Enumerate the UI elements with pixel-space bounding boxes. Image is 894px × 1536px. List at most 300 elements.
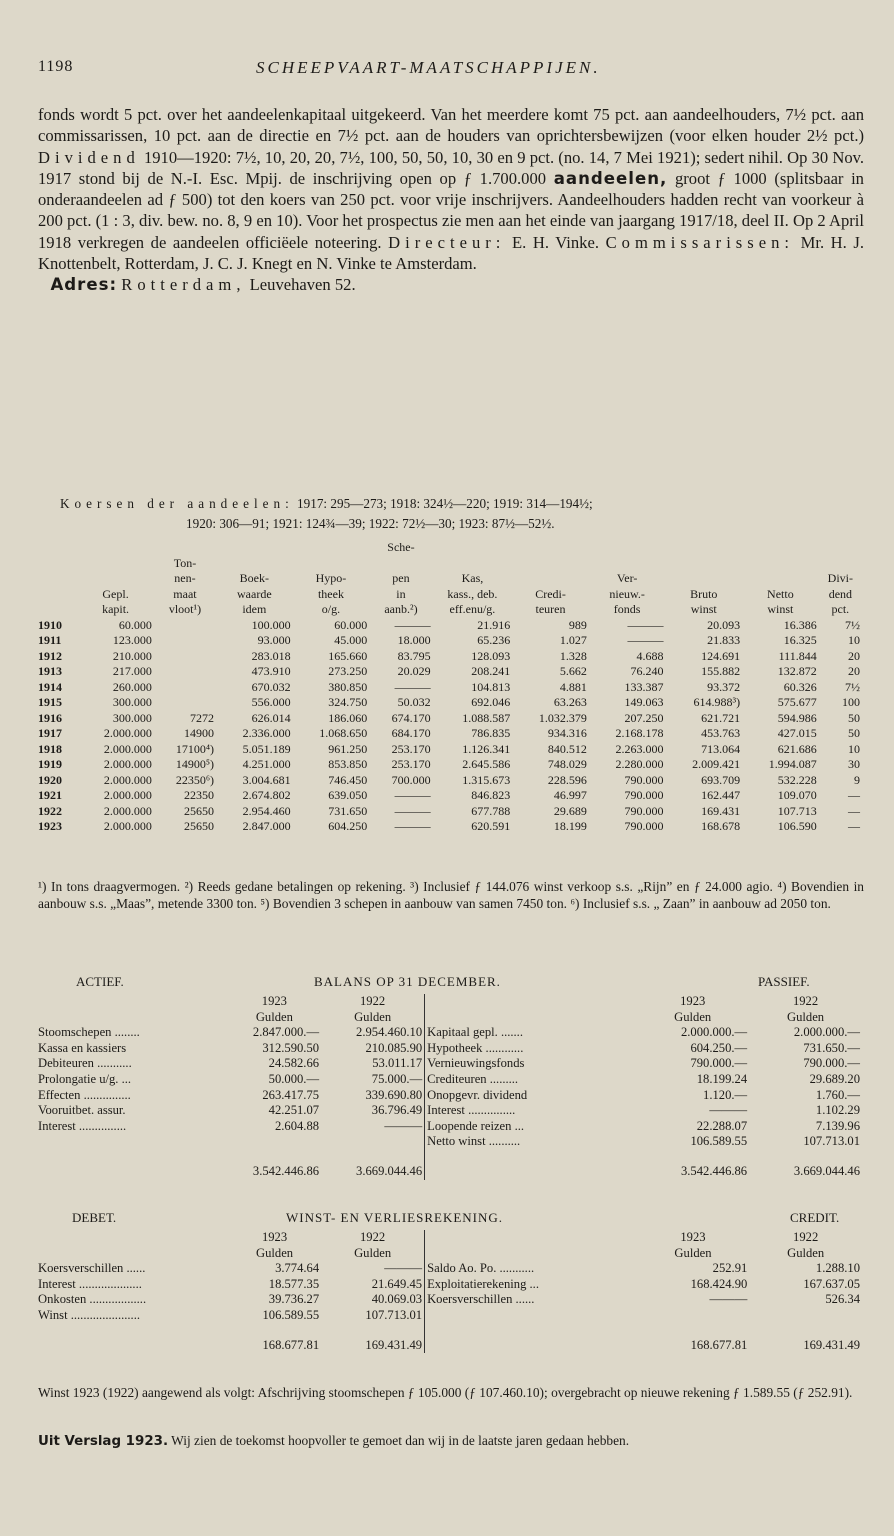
column-header: pct. (831, 602, 850, 616)
page-header (38, 58, 868, 82)
account-value: 2.000.000.— (793, 1025, 860, 1040)
column-header (589, 556, 666, 572)
year-header: 1922 (792, 994, 819, 1008)
column-header: Divi- (827, 571, 854, 585)
table-cell: 217.000 (112, 664, 152, 678)
table-cell: 453.763 (701, 726, 741, 740)
column-header (36, 540, 77, 556)
account-value: 106.589.55 (690, 1134, 748, 1149)
table-cell: 128.093 (471, 648, 511, 663)
intro-paragraph (38, 104, 864, 296)
row-year: 1917 (38, 726, 62, 740)
table-cell: 324.750 (328, 695, 368, 709)
table-cell: ——— (394, 617, 431, 632)
row-year: 1911 (38, 633, 62, 647)
table-cell: 104.813 (471, 679, 511, 694)
table-cell: 14900 (184, 726, 215, 740)
column-header: pen (392, 571, 410, 585)
table-cell: 4.881 (559, 679, 587, 694)
account-label: Koersverschillen ...... (425, 1292, 637, 1308)
column-header (665, 540, 742, 556)
row-year: 1918 (38, 741, 62, 756)
year-header (425, 994, 637, 1010)
unit-header: Gulden (787, 1009, 825, 1024)
account-value: 106.589.55 (262, 1307, 320, 1322)
winst-table (36, 1230, 862, 1353)
table-cell: 107.713 (777, 803, 817, 818)
account-label (36, 1134, 228, 1150)
column-header (512, 556, 589, 572)
column-header (369, 556, 432, 572)
account-value (228, 1134, 321, 1150)
table-cell: 2.847.000 (242, 819, 291, 833)
account-value (637, 1308, 750, 1324)
table-cell: 2.000.000 (103, 726, 152, 740)
table-row (36, 649, 862, 665)
table-cell: 621.686 (777, 741, 817, 756)
account-value: 7.139.96 (815, 1118, 860, 1133)
column-header: nieuw.- (609, 586, 645, 601)
column-header (36, 571, 77, 587)
table-cell: 731.650 (328, 803, 368, 818)
intro-text-1: fonds wordt 5 pct. over het aandeelenkapitaal uitgekeerd. Van het meerdere komt 75 pct. aan aandeelhouders, 7½ pct. aan commissarissen, 10 pct. aan de directie en 7½ pct. aan de houders van oprichtersbewijzen (voor elken houder 2½ pct.) (38, 105, 864, 146)
column-header (154, 540, 216, 556)
account-value: 168.424.90 (690, 1276, 748, 1291)
table-cell: 208.241 (471, 664, 511, 678)
account-row (36, 1041, 862, 1057)
account-label: Onopgevr. dividend (425, 1088, 637, 1104)
table-cell: 2.954.460 (242, 803, 291, 818)
table-cell: 786.835 (471, 726, 511, 740)
table-cell: 2.280.000 (615, 757, 664, 771)
table-cell (154, 633, 216, 649)
table-cell: 2.336.000 (242, 726, 291, 740)
account-value: 312.590.50 (262, 1040, 320, 1055)
account-value: ——— (384, 1261, 423, 1276)
unit-header (36, 1246, 228, 1262)
account-value: ——— (709, 1292, 748, 1307)
total-value (36, 1324, 228, 1354)
account-value: 1.120.— (703, 1087, 748, 1102)
year-header: 1922 (360, 994, 386, 1008)
table-cell: 186.060 (328, 710, 368, 725)
passief-label: PASSIEF. (758, 974, 810, 989)
table-cell: 260.000 (112, 679, 152, 694)
account-value: 107.713.01 (803, 1134, 860, 1149)
table-cell: 253.170 (391, 741, 431, 756)
row-year: 1915 (38, 695, 62, 709)
total-value (425, 1150, 637, 1180)
year-header: 1922 (360, 1230, 386, 1244)
account-label: Kapitaal gepl. ....... (425, 1025, 637, 1041)
account-row (36, 1119, 862, 1135)
account-value: 2.847.000.— (252, 1025, 320, 1040)
table-cell: 29.689 (553, 803, 587, 818)
account-value: 42.251.07 (268, 1103, 320, 1118)
row-year: 1912 (38, 648, 62, 663)
table-cell: 20 (848, 664, 860, 678)
table-cell (154, 649, 216, 665)
table-cell: 133.387 (624, 679, 664, 694)
table-cell: 2.009.421 (692, 757, 741, 771)
column-header: maat (173, 586, 197, 601)
table-cell: 2.168.178 (615, 726, 664, 740)
table-cell: 2.645.586 (462, 757, 511, 771)
column-header (77, 571, 154, 587)
table-row (36, 726, 862, 742)
header-row (36, 571, 862, 587)
account-label: Interest ............... (38, 1118, 127, 1133)
column-header: Netto (767, 586, 794, 601)
column-header (77, 540, 154, 556)
table-cell: 50 (848, 710, 860, 725)
table-cell: 575.677 (777, 695, 817, 709)
column-header (36, 587, 77, 603)
column-header (742, 571, 819, 587)
row-year: 1914 (38, 679, 62, 694)
table-cell: 124.691 (701, 648, 741, 663)
column-header: eff.enu/g. (449, 602, 496, 616)
table-cell: 14900⁵) (175, 757, 215, 771)
table-cell: 1.315.673 (462, 772, 511, 787)
table-row (36, 664, 862, 680)
table-cell: 2.674.802 (242, 788, 291, 802)
debet-label: DEBET. (72, 1210, 117, 1225)
table-cell: ——— (394, 803, 431, 818)
intro-text-5: Mr. H. J. Knottenbelt, Rotterdam, J. C. J. Knegt en N. Vinke te Amsterdam. (38, 232, 865, 274)
account-value: 731.650.— (803, 1040, 860, 1055)
table-cell: 746.450 (328, 772, 368, 787)
account-row (36, 1103, 862, 1119)
account-label: Interest ............... (425, 1103, 637, 1119)
unit-header: Gulden (674, 1245, 712, 1260)
credit-label: CREDIT. (790, 1210, 840, 1225)
balans-table (36, 994, 862, 1180)
table-cell: 132.872 (777, 664, 817, 678)
table-cell: 109.070 (777, 788, 817, 802)
table-cell: 1.126.341 (462, 741, 511, 756)
column-header (433, 540, 513, 556)
table-row (36, 742, 862, 758)
table-cell: 790.000 (624, 803, 664, 818)
table-cell: ——— (394, 788, 431, 802)
table-cell: 20.029 (397, 664, 431, 678)
column-header (819, 556, 862, 572)
table-cell: 63.263 (553, 695, 587, 709)
table-cell: 283.018 (251, 648, 291, 663)
column-header (293, 540, 370, 556)
adres-city: Rotterdam, (121, 275, 246, 295)
table-cell: 50.032 (397, 695, 431, 709)
table-cell: 300.000 (112, 710, 152, 725)
verslag-label: Uit Verslag 1923. (38, 1434, 169, 1449)
account-value: 604.250.— (690, 1040, 748, 1055)
unit-header-row (36, 1010, 862, 1026)
column-header (819, 540, 862, 556)
header-row (36, 602, 862, 618)
column-header (216, 540, 293, 556)
column-header: Boek- (239, 571, 269, 585)
table-cell: 25650 (184, 803, 215, 818)
table-cell: 621.721 (701, 710, 741, 725)
table-cell: 60.000 (334, 617, 368, 632)
table-cell: 961.250 (328, 741, 368, 756)
column-header: fonds (613, 602, 641, 616)
table-cell: ——— (627, 633, 664, 647)
table-cell: 168.678 (701, 819, 741, 833)
account-label: Loopende reizen ... (425, 1119, 637, 1135)
column-header: Bruto (690, 586, 718, 601)
column-header: Ver- (616, 571, 638, 585)
koersen-line-2: 1920: 306—91; 1921: 124¾—39; 1922: 72½—30; 1923: 87½—52½. (186, 516, 555, 531)
table-cell: 162.447 (701, 788, 741, 802)
account-value: 790.000.— (690, 1056, 748, 1071)
year-header: 1923 (680, 994, 706, 1008)
unit-header (425, 1010, 637, 1026)
table-cell: 670.032 (251, 679, 291, 694)
table-cell: 22350 (184, 788, 215, 802)
column-header: nen- (174, 571, 196, 585)
column-header: o/g. (321, 602, 341, 616)
column-header: teuren (535, 602, 566, 616)
column-header (589, 540, 666, 556)
account-value: 36.796.49 (371, 1103, 423, 1118)
unit-header: Gulden (256, 1245, 294, 1260)
account-value: 18.577.35 (268, 1276, 320, 1291)
account-value: 790.000.— (803, 1056, 860, 1071)
table-cell: 7½ (845, 679, 860, 694)
account-label: Debiteuren ........... (38, 1056, 132, 1071)
year-header-row (36, 994, 862, 1010)
table-cell: 5.051.189 (242, 741, 291, 756)
table-cell (154, 695, 216, 711)
table-cell: 106.590 (777, 819, 817, 833)
table-cell: 2.000.000 (103, 757, 152, 771)
table-cell: 18.199 (553, 819, 587, 833)
table-cell: 60.000 (118, 617, 152, 632)
account-label: Exploitatierekening ... (425, 1277, 637, 1293)
table-cell: 1.032.379 (538, 710, 587, 725)
total-value: 3.542.446.86 (680, 1163, 748, 1178)
row-year: 1920 (38, 772, 62, 787)
column-header: waarde (237, 586, 272, 601)
account-label: Vooruitbet. assur. (38, 1103, 126, 1118)
unit-header: Gulden (787, 1245, 825, 1260)
account-label: Kassa en kassiers (38, 1040, 127, 1055)
table-cell: 83.795 (397, 648, 431, 663)
account-value: 252.91 (712, 1261, 748, 1276)
table-cell: ——— (627, 617, 664, 632)
balans-title: BALANS OP 31 DECEMBER. (314, 974, 501, 989)
table-cell: 10 (848, 741, 860, 756)
table-cell: 100.000 (251, 617, 291, 632)
winst-title: WINST- EN VERLIESREKENING. (286, 1210, 504, 1225)
column-header: Hypo- (315, 571, 347, 585)
column-header: winst (767, 602, 794, 616)
total-value: 3.669.044.46 (793, 1163, 860, 1178)
account-value: 29.689.20 (809, 1071, 860, 1086)
column-header: vloot¹) (168, 602, 202, 616)
column-header: aanb.²) (384, 602, 418, 616)
year-header (36, 1230, 228, 1246)
year-header: 1923 (261, 994, 287, 1008)
total-value: 168.677.81 (690, 1337, 748, 1352)
column-header: idem (242, 602, 267, 616)
table-cell: 1.088.587 (462, 710, 511, 725)
total-value (425, 1324, 637, 1354)
table-cell: 427.015 (777, 726, 817, 740)
table-cell: 693.709 (701, 772, 741, 787)
account-value: 22.288.07 (696, 1118, 748, 1133)
table-cell: 273.250 (328, 664, 368, 678)
totals-row (36, 1150, 862, 1180)
table-cell: 473.910 (251, 664, 291, 678)
account-value: 167.637.05 (803, 1276, 860, 1291)
table-row (36, 773, 862, 789)
table-row (36, 695, 862, 711)
account-label (425, 1308, 637, 1324)
winst-allocation-text: Winst 1923 (1922) aangewend als volgt: Afschrijving stoomschepen ƒ 105.000 (ƒ 107.460.10); overgebracht op nieuwe rekening ƒ 1.589.55 (ƒ 252.91). (38, 1385, 853, 1400)
account-label: Prolongatie u/g. ... (38, 1071, 132, 1086)
table-cell: 684.170 (391, 726, 431, 740)
account-value: 2.954.460.10 (356, 1025, 423, 1040)
unit-header: Gulden (674, 1009, 712, 1024)
table-cell: 21.833 (707, 633, 741, 647)
column-header (77, 556, 154, 572)
year-header (425, 1230, 637, 1246)
table-cell: 556.000 (251, 695, 291, 709)
table-cell: 380.850 (328, 679, 368, 694)
header-row (36, 540, 862, 556)
row-year: 1919 (38, 757, 62, 771)
table-row (36, 788, 862, 804)
winst-heading (36, 1210, 862, 1228)
balans-heading (36, 974, 862, 992)
total-value: 168.677.81 (262, 1337, 320, 1352)
table-cell: 853.850 (328, 757, 368, 771)
column-header (742, 556, 819, 572)
totals-row (36, 1324, 862, 1354)
adres-label: Adres: (50, 275, 118, 295)
account-row (36, 1072, 862, 1088)
actief-label: ACTIEF. (76, 974, 124, 989)
account-value: 18.199.24 (696, 1071, 748, 1086)
unit-header: Gulden (255, 1009, 293, 1024)
year-header: 1923 (261, 1230, 288, 1244)
table-cell: ——— (394, 819, 431, 833)
column-header: Sche- (387, 540, 415, 554)
intro-text-2: 1910—1920: 7½, 10, 20, 20, 7½, 100, 50, 50, 10, 30 en 9 pct. (no. 14, 7 Mei 1921); sedert nihil. Op 30 Nov. 1917 stond bij de N.-I. Esc. Mpij. de inschrijving open op ƒ 1.700.000 (38, 147, 864, 188)
account-value: 3.774.64 (275, 1261, 320, 1276)
column-header: Ton- (173, 555, 197, 570)
table-cell: 228.596 (547, 772, 587, 787)
table-cell: 76.240 (630, 664, 664, 678)
row-year: 1916 (38, 710, 62, 725)
koersen-label: Koersen der aandeelen: (60, 496, 294, 511)
column-header (36, 556, 77, 572)
unit-header: Gulden (354, 1009, 392, 1024)
account-value: ——— (384, 1118, 423, 1133)
account-label: Koersverschillen ...... (38, 1261, 146, 1276)
table-row (36, 804, 862, 820)
table-cell: 65.236 (477, 633, 511, 647)
account-value: 50.000.— (268, 1071, 320, 1086)
account-value: 75.000.— (371, 1071, 423, 1086)
table-row (36, 711, 862, 727)
account-label: Interest .................... (38, 1276, 142, 1291)
table-cell: 123.000 (112, 633, 152, 647)
account-value: 2.000.000.— (680, 1025, 748, 1040)
account-value: 24.582.66 (268, 1056, 320, 1071)
table-cell: 7272 (190, 710, 215, 725)
account-value: 1.760.— (815, 1087, 860, 1102)
table-cell: 30 (848, 757, 860, 771)
total-value: 169.431.49 (365, 1337, 423, 1352)
account-value: 40.069.03 (371, 1292, 423, 1307)
unit-header (36, 1010, 228, 1026)
table-cell (154, 618, 216, 634)
account-row (36, 1056, 862, 1072)
account-label: Onkosten .................. (38, 1292, 147, 1307)
account-label: Stoomschepen ........ (38, 1025, 140, 1040)
table-cell: 748.029 (547, 757, 587, 771)
row-year: 1923 (38, 819, 62, 833)
table-cell: 46.997 (553, 788, 587, 802)
table-cell: 594.986 (777, 710, 817, 725)
account-value: 339.690.80 (365, 1087, 423, 1102)
table-cell: 21.916 (477, 617, 511, 632)
row-year: 1913 (38, 664, 62, 678)
koersen-line-1 (60, 496, 593, 512)
account-label: Vernieuwingsfonds (425, 1056, 637, 1072)
column-header (512, 571, 589, 587)
table-cell: 713.064 (701, 741, 741, 756)
table-cell: 7½ (845, 617, 860, 632)
column-header: theek (317, 586, 344, 601)
table-cell: 93.000 (257, 633, 291, 647)
table-row (36, 757, 862, 773)
column-header (665, 571, 742, 587)
table-cell: 2.000.000 (103, 741, 152, 756)
table-cell: 604.250 (328, 819, 368, 833)
table-cell: 25650 (184, 819, 215, 833)
account-value: ——— (709, 1103, 748, 1118)
column-header: Kas, (461, 571, 484, 585)
account-label: Hypotheek ............ (425, 1041, 637, 1057)
table-cell: 17100⁴) (175, 741, 215, 756)
table-cell: 677.788 (471, 803, 511, 818)
table-cell: 4.688 (636, 648, 664, 663)
table-cell: 45.000 (334, 633, 368, 647)
table-cell: 790.000 (624, 788, 664, 802)
account-value: 21.649.45 (371, 1276, 423, 1291)
statistics-table (36, 540, 862, 835)
table-cell: — (848, 819, 860, 833)
account-value (749, 1308, 862, 1324)
column-header: kass., deb. (447, 586, 498, 601)
account-row (36, 1261, 862, 1277)
adres-street: Leuvehaven 52. (249, 275, 356, 295)
year-header (36, 994, 228, 1010)
account-row (36, 1134, 862, 1150)
column-header (36, 602, 77, 618)
total-value: 3.542.446.86 (252, 1163, 320, 1178)
table-cell: 790.000 (624, 772, 664, 787)
account-row (36, 1308, 862, 1324)
table-cell: 16.325 (783, 633, 817, 647)
table-cell: 9 (854, 772, 860, 787)
column-header: in (396, 586, 406, 601)
